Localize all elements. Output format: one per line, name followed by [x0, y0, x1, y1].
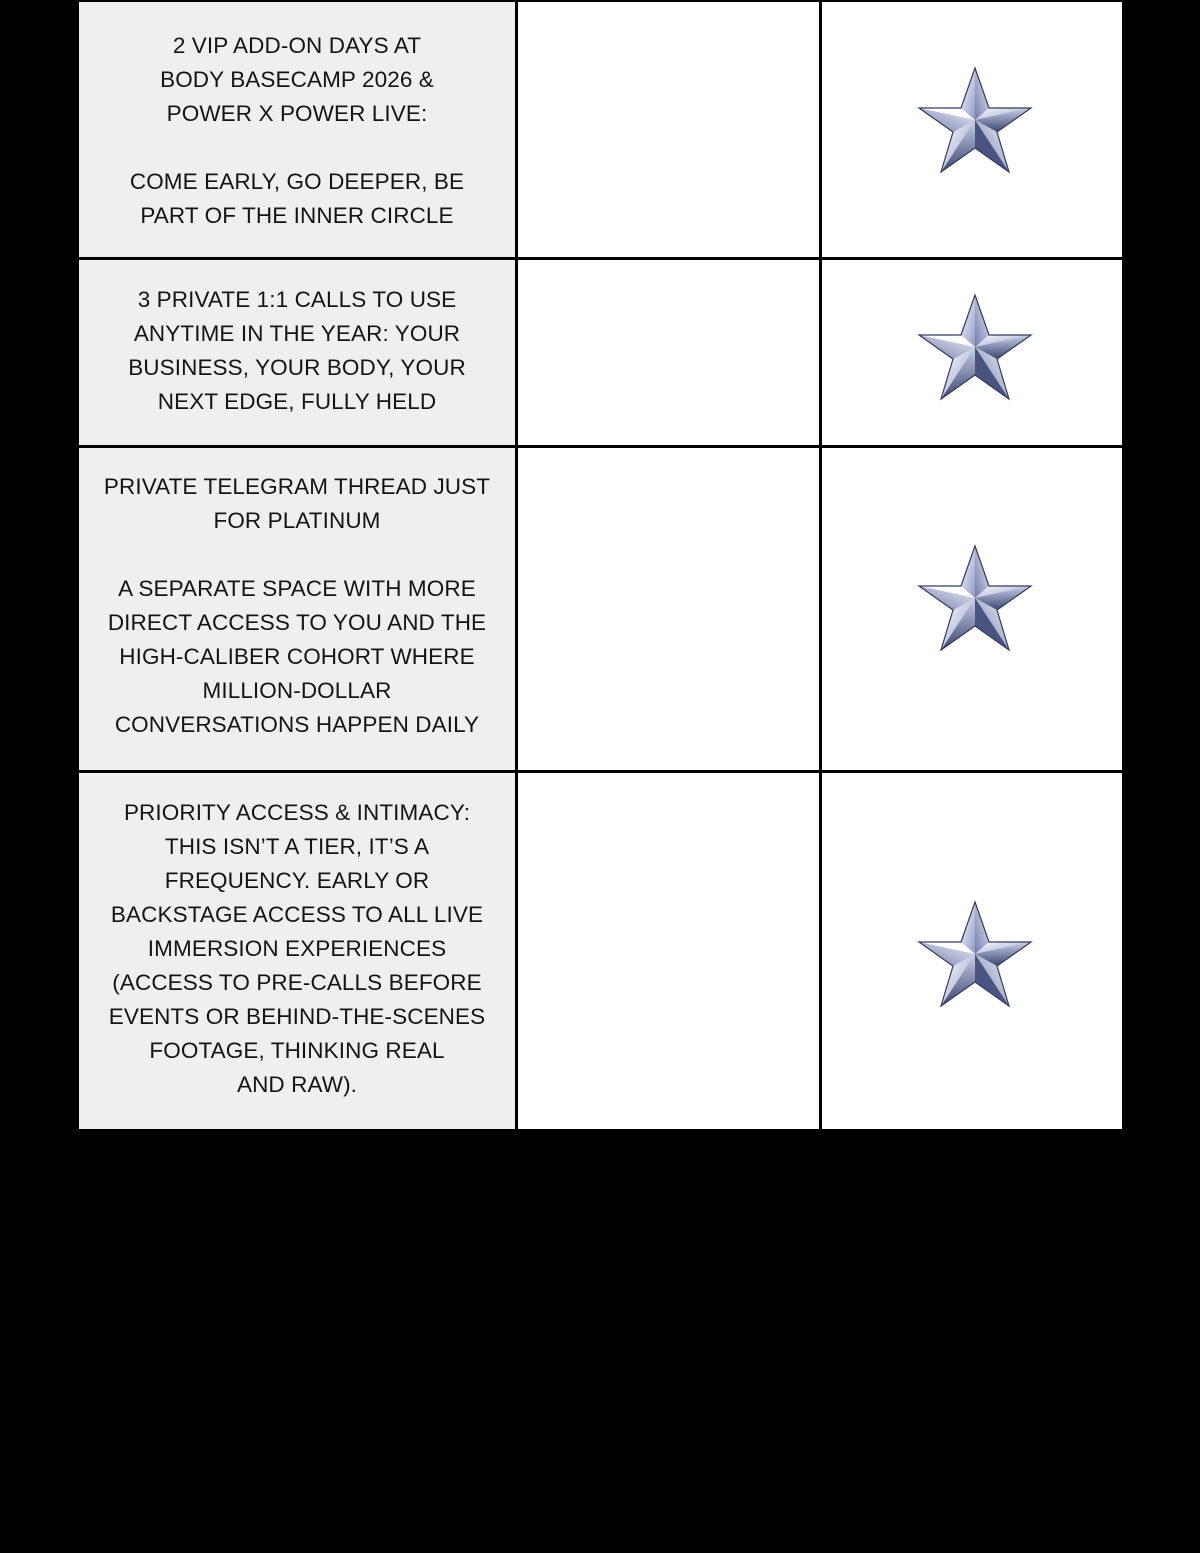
empty-tier-cell: [518, 773, 819, 1129]
feature-cell: [79, 2, 515, 257]
table-row: [77, 260, 1124, 445]
feature-line: BUSINESS, YOUR BODY, YOUR: [128, 355, 466, 380]
feature-cell: [79, 448, 515, 770]
feature-line: ANYTIME IN THE YEAR: YOUR: [133, 321, 461, 346]
empty-tier-cell: [518, 260, 819, 445]
table-row: [77, 448, 1124, 770]
feature-line: CONVERSATIONS HAPPEN DAILY: [114, 712, 480, 737]
feature-line: FOOTAGE, THINKING REAL: [149, 1038, 445, 1063]
feature-line: FOR PLATINUM: [213, 508, 381, 533]
feature-line: HIGH-CALIBER COHORT WHERE: [119, 644, 475, 669]
feature-line: EVENTS OR BEHIND-THE-SCENES: [108, 1004, 486, 1029]
feature-line: COME EARLY, GO DEEPER, BE: [129, 169, 465, 194]
page-background: [0, 1131, 1200, 1553]
feature-line: PRIORITY ACCESS & INTIMACY:: [123, 800, 471, 825]
feature-line: BODY BASECAMP 2026 &: [160, 67, 434, 92]
platinum-star-icon: [917, 544, 1033, 652]
feature-line: DIRECT ACCESS TO YOU AND THE: [107, 610, 487, 635]
feature-cell: [79, 773, 515, 1129]
feature-line: 2 VIP ADD-ON DAYS AT: [172, 33, 422, 58]
feature-line: PART OF THE INNER CIRCLE: [140, 203, 454, 228]
feature-line: MILLION-DOLLAR: [202, 678, 392, 703]
feature-line: IMMERSION EXPERIENCES: [147, 936, 447, 961]
platinum-star-icon: [917, 293, 1033, 401]
platinum-tier-cell: [822, 260, 1122, 445]
empty-tier-cell: [518, 2, 819, 257]
table-row: [77, 2, 1124, 257]
comparison-table: [77, 0, 1124, 1131]
feature-line: THIS ISN’T A TIER, IT’S A: [164, 834, 430, 859]
feature-line: BACKSTAGE ACCESS TO ALL LIVE: [110, 902, 484, 927]
platinum-tier-cell: [822, 2, 1122, 257]
empty-tier-cell: [518, 448, 819, 770]
feature-line: (ACCESS TO PRE-CALLS BEFORE: [112, 970, 482, 995]
feature-line: NEXT EDGE, FULLY HELD: [157, 389, 437, 414]
table-row: [77, 773, 1124, 1129]
feature-line: AND RAW).: [236, 1072, 358, 1097]
feature-line: A SEPARATE SPACE WITH MORE: [118, 576, 476, 601]
feature-line: FREQUENCY. EARLY OR: [164, 868, 430, 893]
feature-line: 3 PRIVATE 1:1 CALLS TO USE: [137, 287, 457, 312]
feature-line: PRIVATE TELEGRAM THREAD JUST: [103, 474, 491, 499]
platinum-star-icon: [917, 900, 1033, 1008]
feature-cell: [79, 260, 515, 445]
feature-line: POWER X POWER LIVE:: [166, 101, 428, 126]
platinum-tier-cell: [822, 773, 1122, 1129]
platinum-star-icon: [917, 66, 1033, 174]
platinum-tier-cell: [822, 448, 1122, 770]
